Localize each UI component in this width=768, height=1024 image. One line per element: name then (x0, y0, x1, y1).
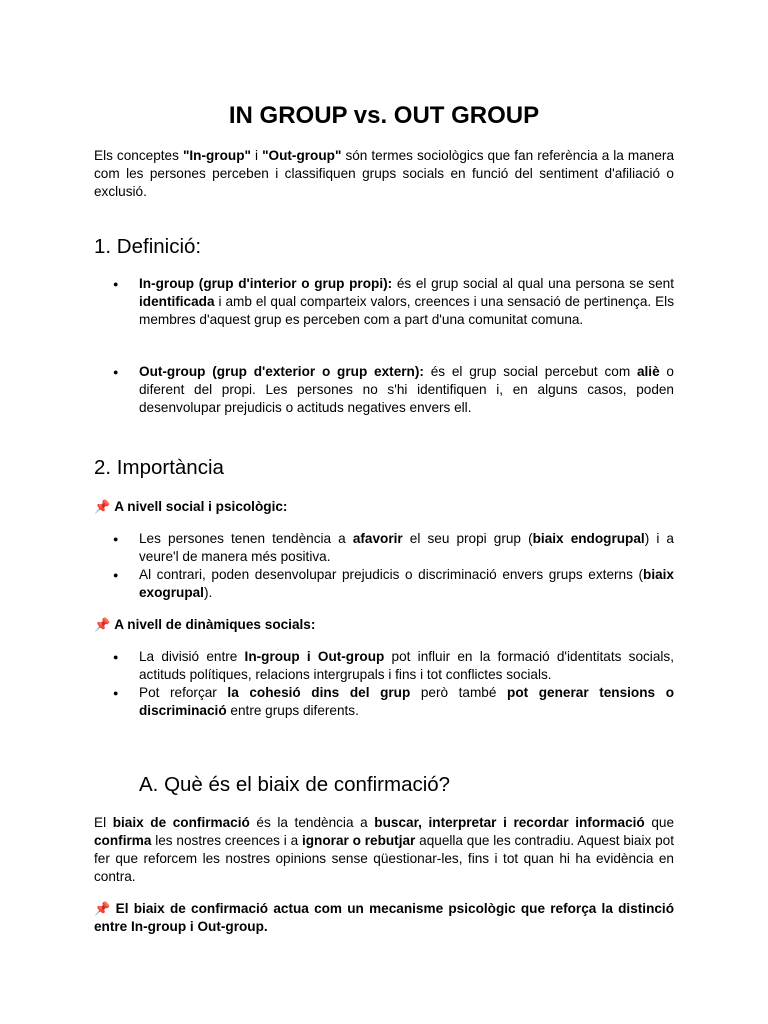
pushpin-icon: 📌 (94, 617, 111, 632)
definition-list (94, 275, 674, 329)
pushpin-icon: 📌 (94, 499, 111, 514)
definition-list-2 (94, 363, 674, 417)
list-item: ● Les persones tenen tendència a afavorir el seu propi grup (biaix endogrupal) i a veure'l de manera més positiva. (94, 530, 674, 566)
pushpin-icon: 📌 (94, 901, 112, 916)
list-item-out-group: ● Out-group (grup d'exterior o grup extern): és el grup social percebut com aliè o diferent del propi. Les persones no s'hi identifiquen i, en alguns casos, poden desenvolupar prejudicis o actituds negatives envers ell. (94, 363, 674, 417)
confirmation-bias-paragraph: El biaix de confirmació és la tendència a buscar, interpretar i recordar informació que confirma les nostres creences i a ignorar o rebutjar aquella que les contradiu. Aquest biaix pot fer que reforcem les nostres opinions sense qüestionar-les, fins i tot quan hi ha evidència en contra. (94, 815, 675, 884)
section-a-heading: A. Què és el biaix de confirmació? (139, 773, 451, 796)
list-item-in-group: ● In-group (grup d'interior o grup propi): és el grup social al qual una persona se sent identificada i amb el qual comparteix valors, creences i una sensació de pertinença. Els membres d'aquest grup es perceben com a part d'una comunitat comuna. (94, 275, 674, 329)
list-social-dynamics (94, 648, 674, 720)
subheading-social-dynamics: 📌 A nivell de dinàmiques socials: (94, 617, 316, 632)
list-social-psych (94, 530, 674, 602)
list-item: ● La divisió entre In-group i Out-group pot influir en la formació d'identitats socials, actituds polítiques, relacions intergrupals i fins i tot conflictes socials. (94, 648, 674, 684)
intro-paragraph: Els conceptes "In-group" i "Out-group" són termes sociològics que fan referència a la manera com les persones perceben i classifiquen grups socials en funció del sentiment d'afiliació o exclusió. (94, 148, 675, 199)
list-item: ● Pot reforçar la cohesió dins del grup però també pot generar tensions o discriminació entre grups diferents. (94, 684, 674, 720)
document-title: IN GROUP vs. OUT GROUP (228, 102, 540, 129)
subheading-social-psych: 📌 A nivell social i psicològic: (94, 499, 288, 514)
section-1-heading: 1. Definició: (94, 235, 202, 258)
section-2-heading: 2. Importància (94, 456, 224, 479)
list-item: ● Al contrari, poden desenvolupar prejudicis o discriminació envers grups externs (biaix exogrupal). (94, 566, 674, 602)
confirmation-bias-note: 📌 El biaix de confirmació actua com un mecanisme psicològic que reforça la distinció entre In-group i Out-group. (94, 901, 675, 934)
